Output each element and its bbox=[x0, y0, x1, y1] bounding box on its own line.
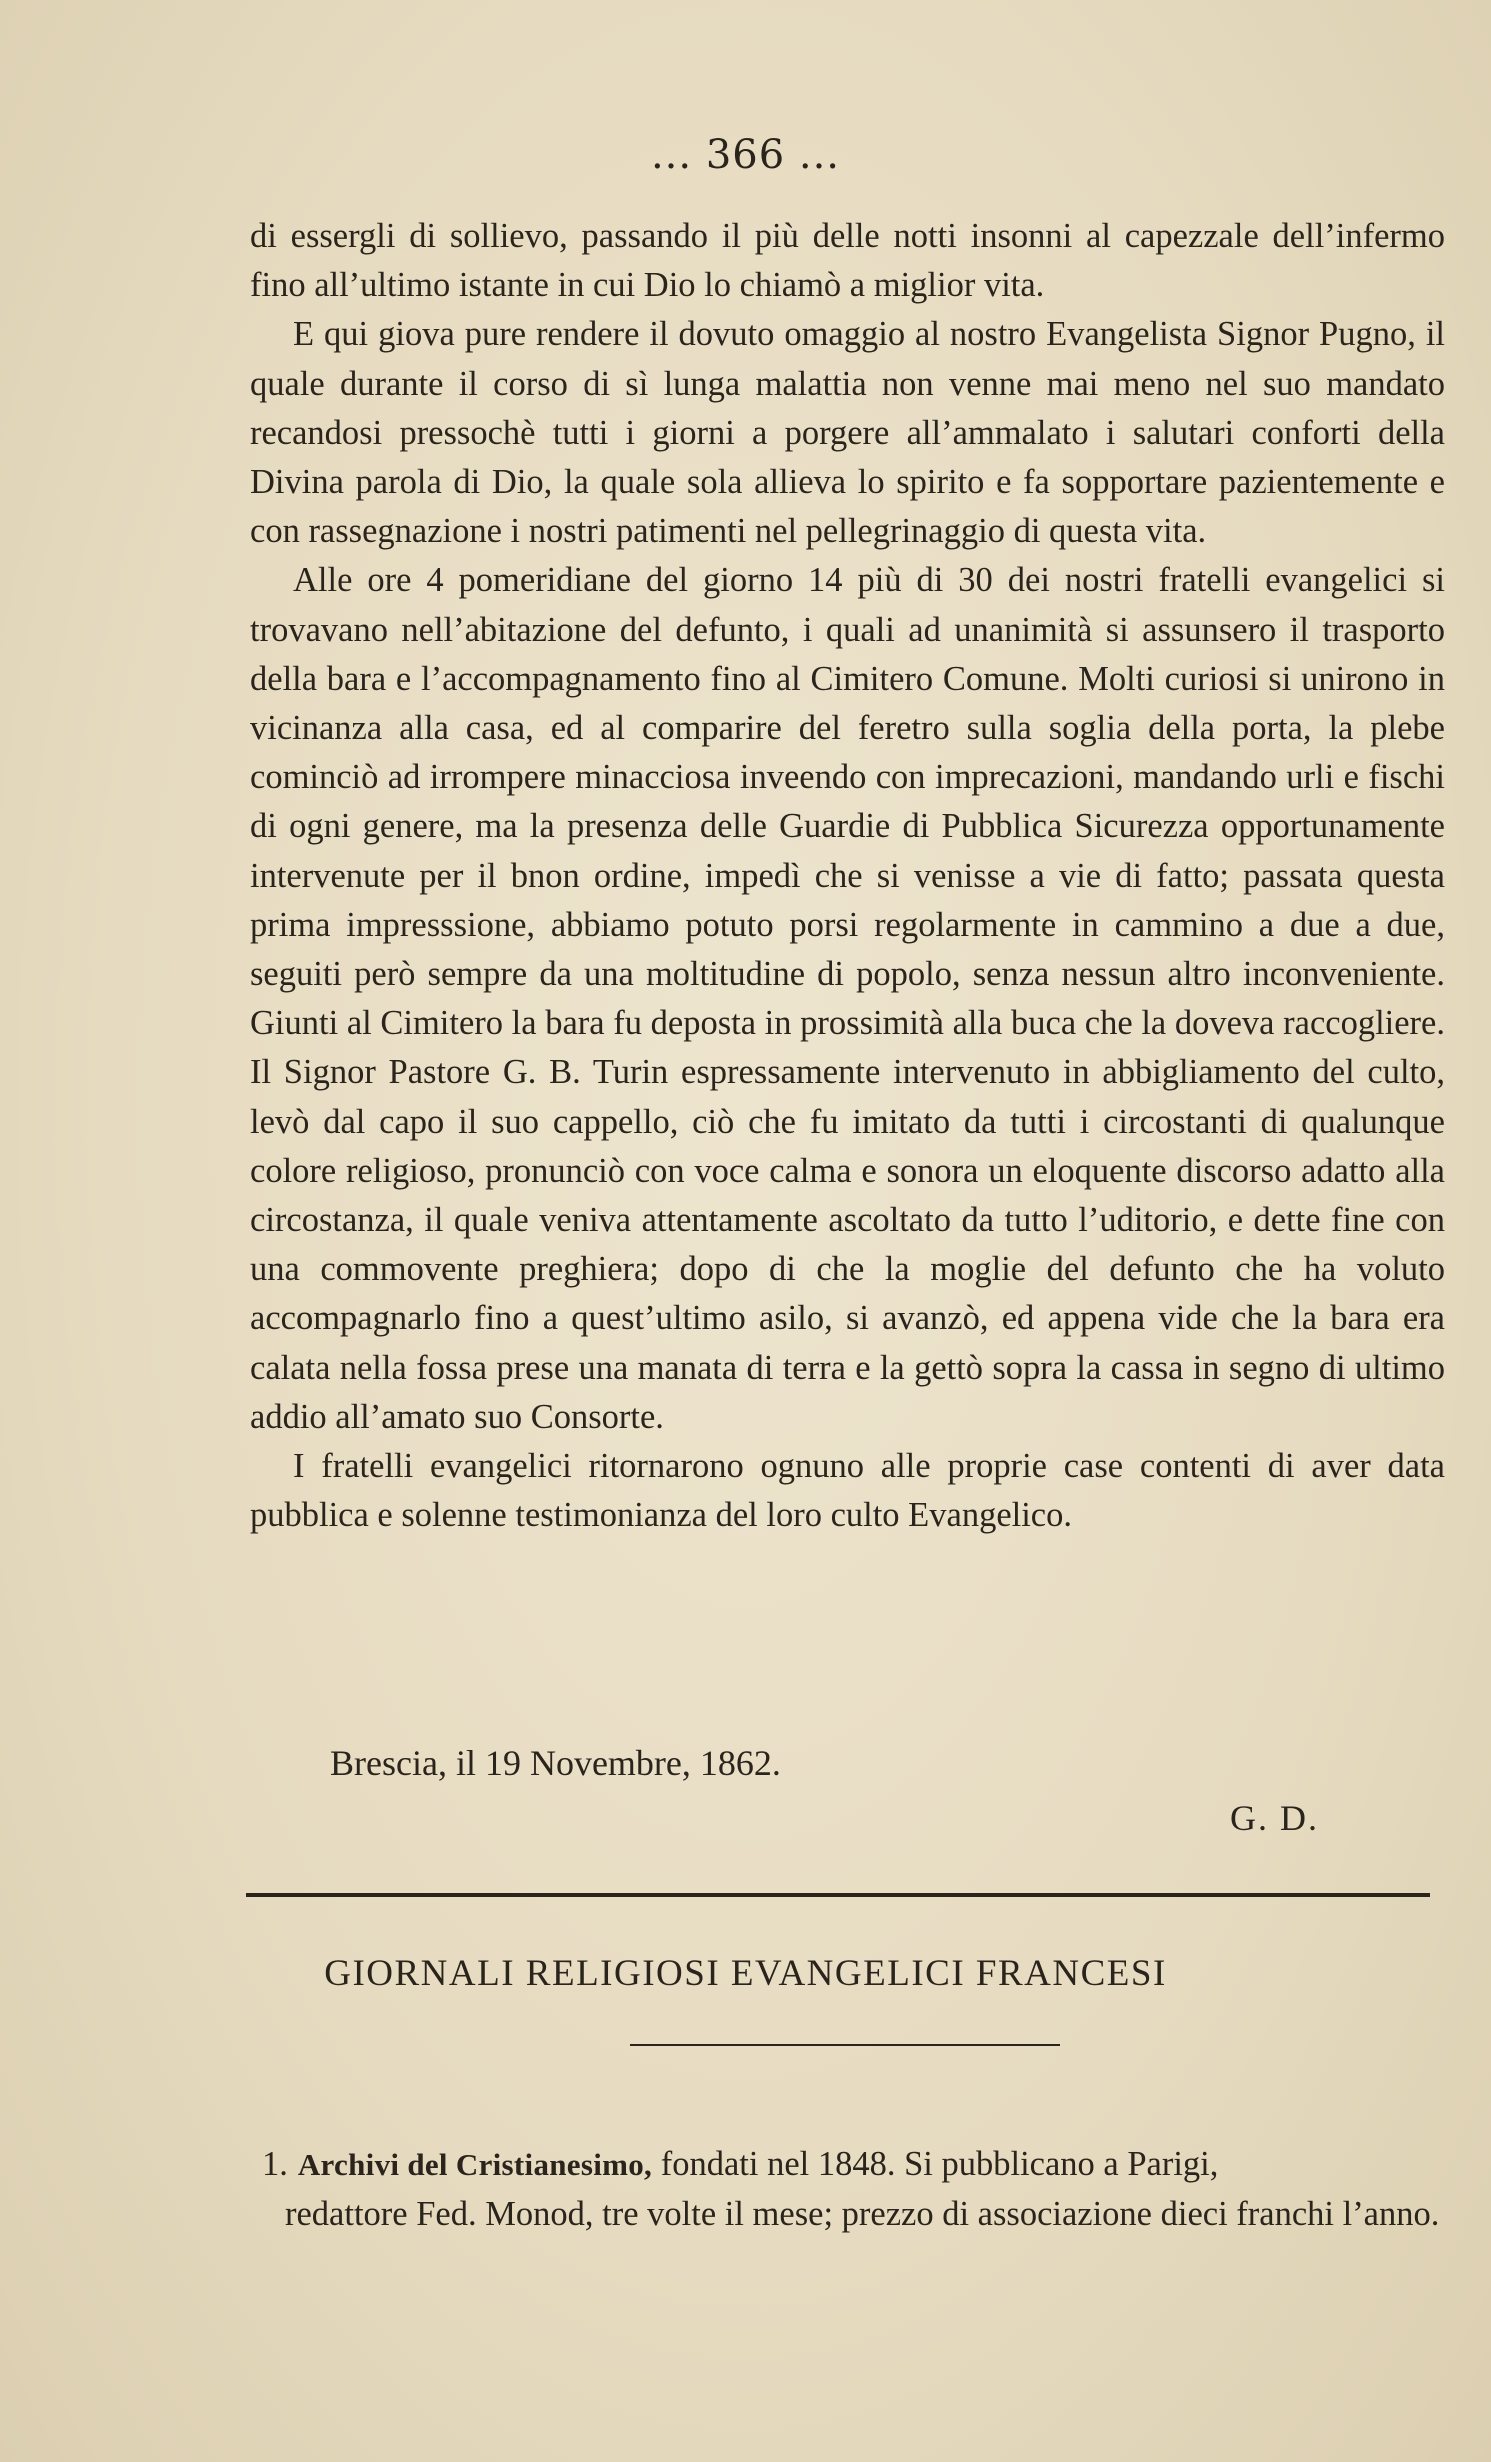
paragraph: I fratelli evangelici ritornarono ognuno alle proprie case contenti di aver data pubblica e solenne testimonianza del loro culto Evangelico. bbox=[250, 1447, 1445, 1535]
dateline: Brescia, il 19 Novembre, 1862. bbox=[330, 1743, 781, 1783]
list-item-first-line bbox=[262, 2140, 1440, 2190]
list-item bbox=[262, 2140, 1440, 2239]
list-item-continuation: redattore Fed. Monod, tre volte il mese; prezzo di associazione dieci franchi l’anno. bbox=[285, 2194, 1440, 2233]
paragraph-continuation: di essergli di sollievo, passando il più delle notti insonni al capezzale dell’infermo fino all’ultimo istante in cui Dio lo chiamò a miglior vita. bbox=[250, 217, 1445, 305]
paragraph: E qui giova pure rendere il dovuto omaggio al nostro Evangelista Signor Pugno, il quale durante il corso di sì lunga malattia non venne mai meno nel suo mandato recandosi pressochè tutti i giorni a porgere all’ammalato i salutari conforti della Divina parola di Dio, la quale sola allieva lo spirito e fa sopportare pazientemente e con rassegnazione i nostri patimenti nel pellegrinaggio di questa vita. bbox=[250, 315, 1445, 551]
signature-initials: G. D. bbox=[1230, 1798, 1319, 1838]
section-divider bbox=[246, 1893, 1430, 1897]
paragraph: Alle ore 4 pomeridiane del giorno 14 più di 30 dei nostri fratelli evangelici si trovavano nell’abitazione del defunto, i quali ad unanimità si assunsero il trasporto della bara e l’accompagnamento fino al Cimitero Comune. Molti curiosi si unirono in vicinanza alla casa, ed al comparire del feretro sulla soglia della porta, la plebe cominciò ad irrompere minacciosa inveendo con imprecazioni, mandando urli e fischi di ogni genere, ma la presenza delle Guardie di Pubblica Sicurezza opportunamente intervenute per il bnon ordine, impedì che si venisse a vie di fatto; passata questa prima impresssione, abbiamo potuto porsi regolarmente in cammino a due a due, seguiti però sempre da una moltitudine di popolo, senza nessun altro inconveniente. Giunti al Cimitero la bara fu deposta in prossimità alla buca che la doveva raccogliere. Il Signor Pastore G. B. Turin espressamente intervenuto in abbigliamento del culto, levò dal capo il suo cappello, ciò che fu imitato da tutti i circostanti di qualunque colore religioso, pronunciò con voce calma e sonora un eloquente discorso adatto alla circostanza, il quale veniva attentamente ascoltato da tutto l’uditorio, e dette fine con una commovente preghiera; dopo di che la moglie del defunto che ha voluto accompagnarlo fino a quest’ultimo asilo, si avanzò, ed appena vide che la bara era calata nella fossa prese una manata di terra e la gettò sopra la cassa in segno di ultimo addio all’amato suo Consorte. bbox=[250, 561, 1445, 1436]
list-item-title: Archivi del Cristianesimo, bbox=[297, 2147, 653, 2182]
article-body bbox=[250, 212, 1445, 1540]
page-number: ... 366 ... bbox=[650, 132, 841, 178]
section-heading: GIORNALI RELIGIOSI EVANGELICI FRANCESI bbox=[324, 1953, 1167, 1994]
list-item-number: 1. bbox=[262, 2145, 288, 2183]
heading-underline bbox=[630, 2044, 1060, 2046]
list-item-text: fondati nel 1848. Si pubblicano a Parigi, bbox=[660, 2145, 1219, 2183]
